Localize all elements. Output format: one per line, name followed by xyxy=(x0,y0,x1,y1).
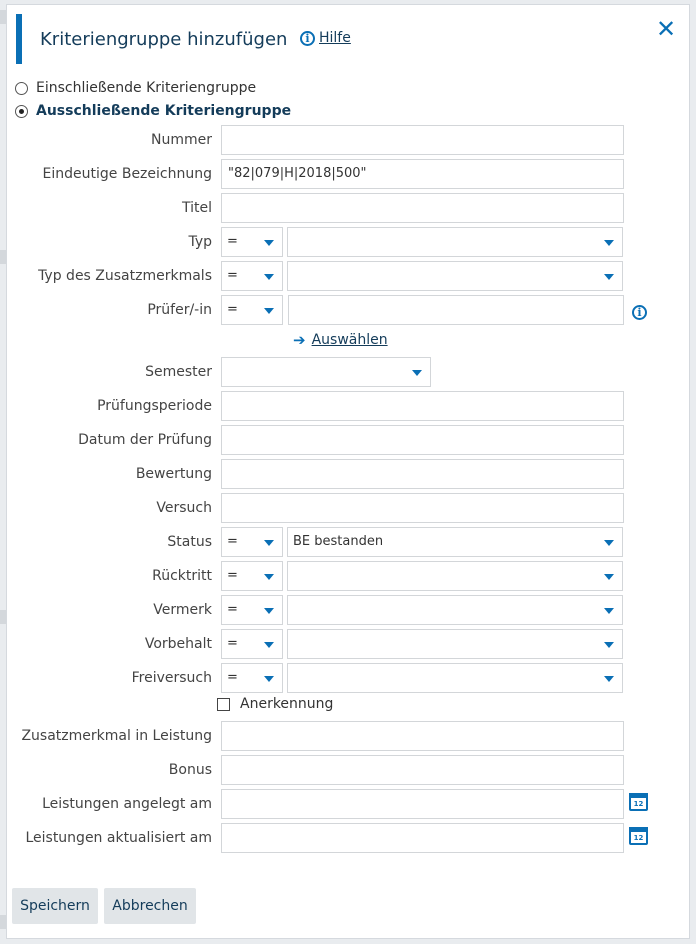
bonus-input[interactable] xyxy=(221,755,624,785)
calendar-icon[interactable] xyxy=(629,793,648,811)
bewertung-label: Bewertung xyxy=(135,466,212,482)
chevron-down-icon xyxy=(412,370,422,376)
chevron-down-icon xyxy=(264,574,274,580)
auswaehlen-link[interactable] xyxy=(293,331,388,349)
pruefer-operator-select[interactable] xyxy=(221,295,283,325)
anerkennung-checkbox[interactable] xyxy=(217,698,230,711)
typ-operator-value: = xyxy=(227,234,238,249)
chevron-down-icon xyxy=(264,274,274,280)
status-select[interactable] xyxy=(287,527,623,557)
radio-circle[interactable] xyxy=(15,82,28,95)
cancel-button[interactable]: Abbrechen xyxy=(104,888,196,924)
status-operator-select[interactable] xyxy=(221,527,283,557)
status-value: BE bestanden xyxy=(293,534,384,549)
dialog-title: Kriteriengruppe hinzufügen xyxy=(40,29,288,50)
titel-label: Titel xyxy=(181,200,212,216)
vermerk-select[interactable] xyxy=(287,595,623,625)
info-icon: i xyxy=(300,31,315,46)
pruefungsperiode-input[interactable] xyxy=(221,391,624,421)
angelegt-date-input[interactable] xyxy=(221,789,624,819)
zusatzmerkmal-input[interactable] xyxy=(221,721,624,751)
auswaehlen-label: Auswählen xyxy=(311,332,388,348)
zusatzmerkmal-label: Zusatzmerkmal in Leistung xyxy=(21,728,212,744)
typ-select[interactable] xyxy=(287,227,623,257)
semester-label: Semester xyxy=(145,364,212,380)
radio-inclusive-label: Einschließende Kriteriengruppe xyxy=(36,80,257,96)
vorbehalt-select[interactable] xyxy=(287,629,623,659)
calendar-day: 12 xyxy=(633,800,644,808)
versuch-label: Versuch xyxy=(156,500,212,516)
chevron-down-icon xyxy=(604,240,614,246)
datum-label: Datum der Prüfung xyxy=(78,432,212,448)
angelegt-label: Leistungen angelegt am xyxy=(42,796,212,812)
bezeichnung-label: Eindeutige Bezeichnung xyxy=(42,166,212,182)
freiversuch-operator-value: = xyxy=(227,670,238,685)
aktualisiert-label: Leistungen aktualisiert am xyxy=(25,830,212,846)
ruecktritt-label: Rücktritt xyxy=(152,568,212,584)
titel-input[interactable] xyxy=(221,193,624,223)
anerkennung-checkbox-row[interactable] xyxy=(217,696,333,712)
calendar-icon[interactable] xyxy=(629,827,648,845)
help-label: Hilfe xyxy=(319,30,351,46)
save-button[interactable]: Speichern xyxy=(12,888,98,924)
radio-circle-checked[interactable] xyxy=(15,105,28,118)
datum-input[interactable] xyxy=(221,425,624,455)
chevron-down-icon xyxy=(604,574,614,580)
vermerk-label: Vermerk xyxy=(153,602,212,618)
chevron-down-icon xyxy=(264,608,274,614)
pruefer-label: Prüfer/-in xyxy=(147,302,212,318)
chevron-down-icon xyxy=(604,274,614,280)
help-link[interactable] xyxy=(300,30,351,46)
nummer-input[interactable] xyxy=(221,125,624,155)
typ-operator-select[interactable] xyxy=(221,227,283,257)
chevron-down-icon xyxy=(264,540,274,546)
vorbehalt-operator-value: = xyxy=(227,636,238,651)
arrow-right-icon: ➔ xyxy=(293,331,306,349)
title-accent-bar xyxy=(16,14,22,64)
typ-zusatz-operator-value: = xyxy=(227,268,238,283)
ruecktritt-operator-value: = xyxy=(227,568,238,583)
pruefungsperiode-label: Prüfungsperiode xyxy=(97,398,212,414)
aktualisiert-date-input[interactable] xyxy=(221,823,624,853)
bonus-label: Bonus xyxy=(168,762,212,778)
add-criteria-group-dialog xyxy=(6,4,690,939)
vorbehalt-operator-select[interactable] xyxy=(221,629,283,659)
anerkennung-label: Anerkennung xyxy=(240,696,334,712)
radio-exclusive-label: Ausschließende Kriteriengruppe xyxy=(36,103,292,119)
radio-inclusive[interactable] xyxy=(15,80,256,96)
chevron-down-icon xyxy=(264,642,274,648)
semester-select[interactable] xyxy=(221,357,431,387)
radio-exclusive[interactable] xyxy=(15,103,291,119)
bezeichnung-input[interactable]: "82|079|H|2018|500" xyxy=(221,159,624,189)
typ-label: Typ xyxy=(188,234,212,250)
versuch-input[interactable] xyxy=(221,493,624,523)
status-label: Status xyxy=(167,534,212,550)
chevron-down-icon xyxy=(604,642,614,648)
freiversuch-operator-select[interactable] xyxy=(221,663,283,693)
chevron-down-icon xyxy=(264,308,274,314)
freiversuch-label: Freiversuch xyxy=(131,670,212,686)
chevron-down-icon xyxy=(264,676,274,682)
info-icon[interactable]: i xyxy=(632,305,647,320)
chevron-down-icon xyxy=(604,540,614,546)
ruecktritt-operator-select[interactable] xyxy=(221,561,283,591)
ruecktritt-select[interactable] xyxy=(287,561,623,591)
typ-zusatz-operator-select[interactable] xyxy=(221,261,283,291)
vorbehalt-label: Vorbehalt xyxy=(144,636,212,652)
close-icon[interactable]: ✕ xyxy=(655,15,677,43)
status-operator-value: = xyxy=(227,534,238,549)
pruefer-operator-value: = xyxy=(227,302,238,317)
chevron-down-icon xyxy=(264,240,274,246)
nummer-label: Nummer xyxy=(151,132,212,148)
freiversuch-select[interactable] xyxy=(287,663,623,693)
vermerk-operator-value: = xyxy=(227,602,238,617)
chevron-down-icon xyxy=(604,608,614,614)
bewertung-input[interactable] xyxy=(221,459,624,489)
typ-zusatz-select[interactable] xyxy=(287,261,623,291)
vermerk-operator-select[interactable] xyxy=(221,595,283,625)
typ-zusatz-label: Typ des Zusatzmerkmals xyxy=(38,268,212,284)
pruefer-input[interactable] xyxy=(288,295,624,325)
calendar-day: 12 xyxy=(633,834,644,842)
chevron-down-icon xyxy=(604,676,614,682)
